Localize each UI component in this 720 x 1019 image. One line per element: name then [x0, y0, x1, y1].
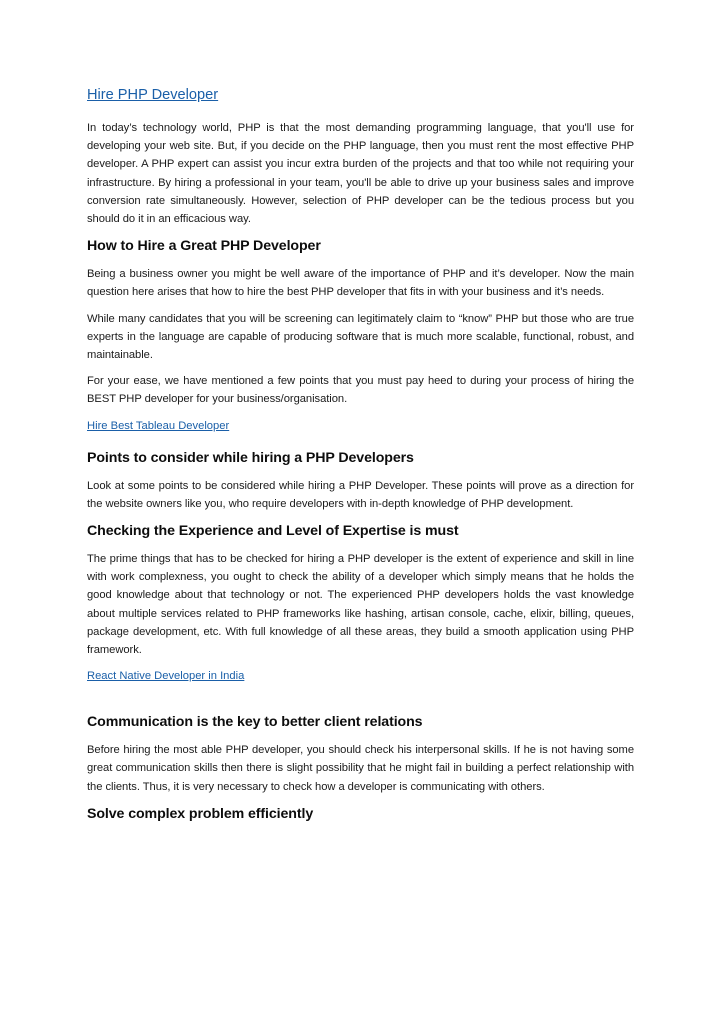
paragraph: While many candidates that you will be screening can legitimately claim to “know” PHP but those who are true experts in the language are capable of producing software that is much more scalable, functional, robust, and maintainable.	[87, 312, 634, 362]
react-native-developer-link[interactable]: React Native Developer in India	[87, 670, 245, 683]
paragraph: Before hiring the most able PHP developer, you should check his interpersonal skills. If he is not having some great communication skills then there is slight possibility that he might fail in building a perfect relationship with the clients. Thus, it is very necessary to check how a developer is communicating with others.	[87, 744, 634, 793]
intro-paragraph: In today’s technology world, PHP is that the most demanding programming language, that you'll use for developing your web site. But, if you decide on the PHP language, then you must rent the most effective PHP developer. A PHP expert can assist you incur extra burden of the projects and that too while not requiring your infrastructure. By hiring a professional in your team, you'll be able to drive up your business sales and improve conversion rate simultaneously. However, selection of PHP developer can be the tedious process but you should do it in an efficacious way.	[87, 122, 634, 226]
section-heading-points-to-consider: Points to consider while hiring a PHP Developers	[87, 449, 414, 466]
paragraph: Look at some points to be considered while hiring a PHP Developer. These points will prove as a direction for the website owners like you, who require developers with in-depth knowledge of PHP development.	[87, 479, 634, 510]
section-heading-how-to-hire: How to Hire a Great PHP Developer	[87, 238, 321, 255]
paragraph: The prime things that has to be checked for hiring a PHP developer is the extent of experience and skill in line with work complexness, you ought to check the ability of a developer which simply means that he holds the good knowledge about that technology or not. The experienced PHP developers holds the vast knowledge about multiple services related to PHP frameworks like hashing, artisan console, cache, elixir, billing, queues, package development, etc. With full knowledge of all these areas, they build a smooth application using PHP framework.	[87, 553, 634, 657]
section-heading-solve-problems: Solve complex problem efficiently	[87, 805, 314, 822]
hire-php-developer-link[interactable]: Hire PHP Developer	[87, 87, 219, 103]
paragraph: For your ease, we have mentioned a few points that you must pay heed to during your process of hiring the BEST PHP developer for your business/organisation.	[87, 375, 634, 406]
hire-tableau-developer-link[interactable]: Hire Best Tableau Developer	[87, 419, 230, 432]
section-heading-communication: Communication is the key to better client relations	[87, 714, 423, 731]
paragraph: Being a business owner you might be well aware of the importance of PHP and it’s developer. Now the main question here arises that how to hire the best PHP developer that fits in with your business and it’s needs.	[87, 268, 634, 299]
section-heading-experience: Checking the Experience and Level of Expertise is must	[87, 523, 459, 540]
document-page	[87, 84, 634, 833]
